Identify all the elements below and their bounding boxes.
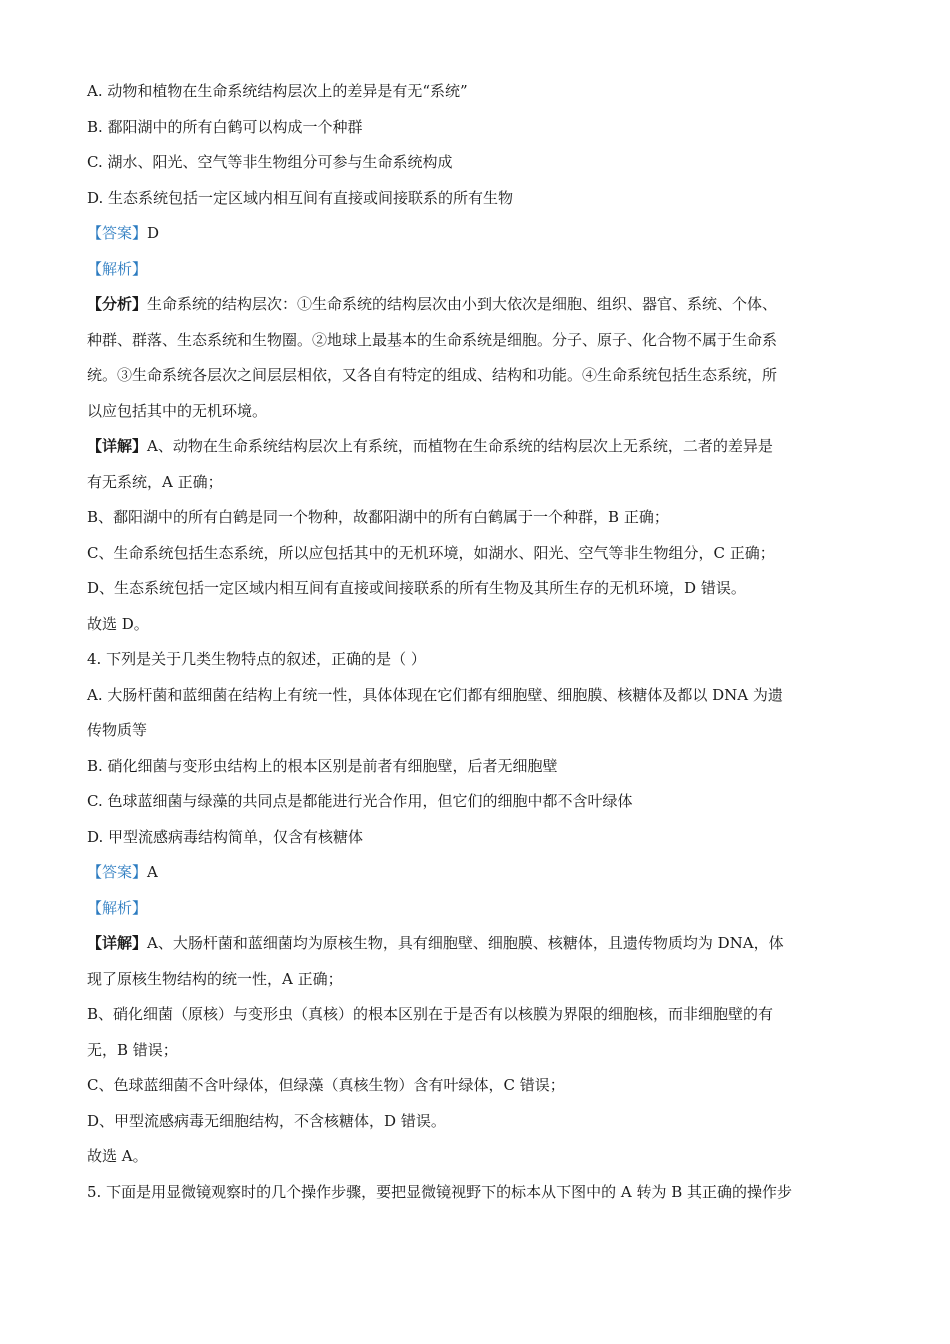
q3-option-c: C. 湖水、阳光、空气等非生物组分可参与生命系统构成 bbox=[87, 153, 453, 171]
q3-option-a: A. 动物和植物在生命系统结构层次上的差异是有无“系统” bbox=[87, 82, 468, 100]
q3-analysis bbox=[87, 252, 867, 288]
q3-detail-line: C、生命系统包括生态系统，所以应包括其中的无机环境，如湖水、阳光、空气等非生物组分，C 正确； bbox=[87, 543, 775, 562]
q4-detail-line bbox=[87, 926, 867, 962]
q3-detail-label: 【详解】 bbox=[87, 437, 148, 455]
q4-detail-line: 无，B 错误； bbox=[87, 1040, 178, 1059]
q3-analysis-label: 【解析】 bbox=[87, 259, 148, 278]
q3-answer-label: 【答案】 bbox=[87, 224, 148, 242]
q4-answer-label: 【答案】 bbox=[87, 863, 148, 881]
q3-detail-line bbox=[87, 429, 867, 465]
q4-option-d: D. 甲型流感病毒结构简单，仅含有核糖体 bbox=[87, 827, 364, 846]
q4-answer-value: A bbox=[147, 863, 158, 881]
q3-fenxi-line: 统。③生命系统各层次之间层层相依，又各自有特定的组成、结构和功能。④生命系统包括生态系统，所 bbox=[87, 366, 778, 384]
q4-conclusion: 故选 A。 bbox=[87, 1147, 148, 1165]
q4-option-a-cont: 传物质等 bbox=[87, 721, 148, 739]
q3-option-b: B. 鄱阳湖中的所有白鹤可以构成一个种群 bbox=[87, 117, 363, 136]
q3-answer bbox=[87, 216, 867, 252]
q4-detail-label: 【详解】 bbox=[87, 934, 148, 952]
q5-stem: 5. 下面是用显微镜观察时的几个操作步骤，要把显微镜视野下的标本从下图中的 A 转为 B 其正确的操作步 bbox=[87, 1182, 793, 1201]
q4-option-c: C. 色球蓝细菌与绿藻的共同点是都能进行光合作用，但它们的细胞中都不含叶绿体 bbox=[87, 792, 633, 810]
q3-answer-value: D bbox=[147, 224, 160, 242]
q4-detail-line: 现了原核生物结构的统一性，A 正确； bbox=[87, 969, 343, 988]
q3-fenxi-line bbox=[87, 287, 867, 323]
q4-detail-line: D、甲型流感病毒无细胞结构，不含核糖体，D 错误。 bbox=[87, 1111, 446, 1130]
q4-analysis bbox=[87, 891, 867, 927]
q3-fenxi-label: 【分析】 bbox=[87, 295, 148, 313]
q3-detail-line: D、生态系统包括一定区域内相互间有直接或间接联系的所有生物及其所生存的无机环境，D 错误。 bbox=[87, 579, 746, 597]
q3-detail-text: A、动物在生命系统结构层次上有系统，而植物在生命系统的结构层次上无系统，二者的差异是 bbox=[147, 437, 773, 455]
q3-detail-line: B、鄱阳湖中的所有白鹤是同一个物种，故鄱阳湖中的所有白鹤属于一个种群，B 正确； bbox=[87, 508, 669, 526]
q4-detail-line: B、硝化细菌（原核）与变形虫（真核）的根本区别在于是否有以核膜为界限的细胞核，而非细胞壁的有 bbox=[87, 1005, 774, 1023]
q3-detail-line: 有无系统，A 正确； bbox=[87, 472, 223, 491]
q4-option-a: A. 大肠杆菌和蓝细菌在结构上有统一性，具体体现在它们都有细胞壁、细胞膜、核糖体及都以 DNA 为遗 bbox=[87, 685, 783, 704]
q4-detail-text: A、大肠杆菌和蓝细菌均为原核生物，具有细胞壁、细胞膜、核糖体，且遗传物质均为 DNA，体 bbox=[147, 934, 784, 952]
q3-fenxi-line: 以应包括其中的无机环境。 bbox=[87, 401, 268, 420]
q4-stem: 4. 下列是关于几类生物特点的叙述，正确的是（ ） bbox=[87, 650, 426, 668]
q3-fenxi-text: 生命系统的结构层次：①生命系统的结构层次由小到大依次是细胞、组织、器官、系统、个体、 bbox=[147, 295, 778, 313]
document-page bbox=[87, 74, 867, 1210]
q4-detail-line: C、色球蓝细菌不含叶绿体，但绿藻（真核生物）含有叶绿体，C 错误； bbox=[87, 1076, 565, 1094]
q4-analysis-label: 【解析】 bbox=[87, 898, 148, 917]
q3-option-d: D. 生态系统包括一定区域内相互间有直接或间接联系的所有生物 bbox=[87, 188, 514, 207]
q3-conclusion: 故选 D。 bbox=[87, 614, 149, 633]
q4-option-b: B. 硝化细菌与变形虫结构上的根本区别是前者有细胞壁，后者无细胞壁 bbox=[87, 756, 558, 775]
q4-answer bbox=[87, 855, 867, 891]
q3-fenxi-line: 种群、群落、生态系统和生物圈。②地球上最基本的生命系统是细胞。分子、原子、化合物不属于生命系 bbox=[87, 330, 778, 349]
